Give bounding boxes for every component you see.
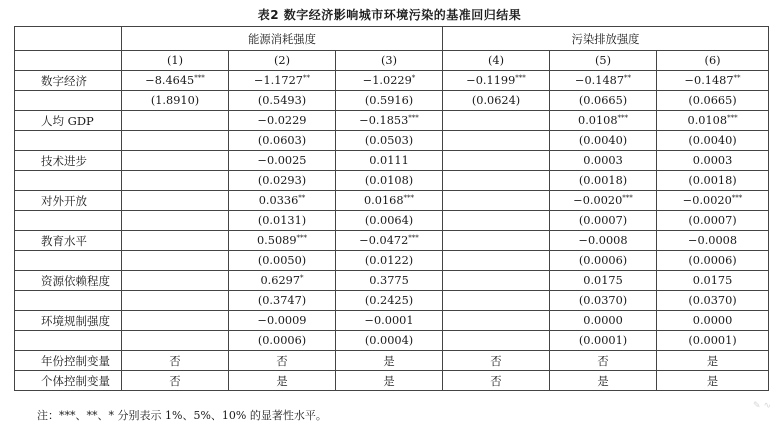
cell-value: (0.0293) bbox=[257, 174, 307, 187]
table-cell bbox=[443, 91, 550, 111]
row-label bbox=[15, 331, 122, 351]
table-cell bbox=[443, 71, 550, 91]
cell-value: (0.3747) bbox=[257, 294, 307, 307]
table-cell bbox=[229, 171, 336, 191]
table-cell bbox=[229, 71, 336, 91]
table-cell bbox=[657, 231, 769, 251]
table-cell bbox=[229, 91, 336, 111]
cell-value: 0.0111 bbox=[369, 154, 409, 167]
significance-stars: * bbox=[300, 274, 304, 282]
table-cell bbox=[336, 191, 443, 211]
table-cell bbox=[336, 331, 443, 351]
table-cell bbox=[657, 351, 769, 371]
cell-value: −0.0001 bbox=[364, 314, 414, 327]
significance-stars: *** bbox=[731, 194, 743, 202]
table-cell bbox=[550, 251, 657, 271]
significance-stars: *** bbox=[408, 114, 419, 122]
table-cell bbox=[336, 111, 443, 131]
cell-value: (0.5493) bbox=[257, 94, 307, 107]
table-cell bbox=[229, 231, 336, 251]
table-cell bbox=[657, 251, 769, 271]
significance-stars: *** bbox=[727, 114, 738, 122]
cell-value: (0.0004) bbox=[364, 334, 414, 347]
table-row bbox=[15, 131, 769, 151]
table-row bbox=[15, 371, 769, 391]
table-cell bbox=[336, 351, 443, 371]
table-cell bbox=[122, 111, 229, 131]
cell-value: (0.0001) bbox=[688, 334, 737, 347]
header-corner bbox=[15, 27, 122, 51]
table-cell bbox=[443, 331, 550, 351]
table-row bbox=[15, 171, 769, 191]
table-cell bbox=[336, 171, 443, 191]
table-cell bbox=[550, 191, 657, 211]
cell-value: −0.0020 bbox=[573, 194, 623, 207]
table-row bbox=[15, 231, 769, 251]
cell-value: (0.0018) bbox=[578, 174, 628, 187]
cell-value: 否 bbox=[169, 354, 181, 368]
table-row bbox=[15, 71, 769, 91]
table-cell bbox=[443, 271, 550, 291]
row-label bbox=[15, 171, 122, 191]
table-cell bbox=[122, 291, 229, 311]
table-cell bbox=[657, 151, 769, 171]
cell-value: 否 bbox=[597, 354, 609, 368]
table-cell bbox=[550, 71, 657, 91]
significance-stars: *** bbox=[296, 234, 308, 242]
table-body bbox=[15, 71, 769, 391]
table-cell bbox=[122, 231, 229, 251]
table-cell bbox=[336, 291, 443, 311]
table-row bbox=[15, 351, 769, 371]
cell-value: 0.0000 bbox=[583, 314, 623, 327]
table-cell bbox=[122, 371, 229, 391]
row-label: 人均 GDP bbox=[15, 111, 122, 131]
table-cell bbox=[122, 211, 229, 231]
table-cell bbox=[122, 71, 229, 91]
cell-value: −0.1487 bbox=[575, 74, 625, 87]
table-cell bbox=[657, 331, 769, 351]
significance-stars: ** bbox=[624, 74, 632, 82]
header-corner bbox=[15, 51, 122, 71]
cell-value: −1.0229 bbox=[362, 74, 412, 87]
cell-value: −0.1487 bbox=[684, 74, 734, 87]
cell-value: (0.0007) bbox=[578, 214, 628, 227]
cell-value: −0.0008 bbox=[578, 234, 628, 247]
table-cell bbox=[122, 351, 229, 371]
row-label: 数字经济 bbox=[15, 71, 122, 91]
row-label: 对外开放 bbox=[15, 191, 122, 211]
cell-value: 0.0175 bbox=[692, 274, 733, 287]
cell-value: (0.0064) bbox=[364, 214, 414, 227]
row-label: 教育水平 bbox=[15, 231, 122, 251]
column-number: (2) bbox=[229, 51, 336, 71]
cell-value: 0.0003 bbox=[583, 154, 623, 167]
cell-value: (0.2425) bbox=[364, 294, 414, 307]
table-cell bbox=[229, 291, 336, 311]
row-label: 个体控制变量 bbox=[15, 371, 122, 391]
table-cell bbox=[550, 371, 657, 391]
table-row bbox=[15, 151, 769, 171]
table-cell bbox=[336, 371, 443, 391]
table-cell bbox=[443, 371, 550, 391]
table-cell bbox=[122, 311, 229, 331]
column-number: (3) bbox=[336, 51, 443, 71]
cell-value: (0.0603) bbox=[257, 134, 307, 147]
table-cell bbox=[443, 111, 550, 131]
cell-value: (0.0040) bbox=[688, 134, 737, 147]
table-row bbox=[15, 211, 769, 231]
cell-value: (0.0007) bbox=[688, 214, 737, 227]
table-cell bbox=[336, 71, 443, 91]
cell-value: 0.0003 bbox=[692, 154, 733, 167]
table-cell bbox=[229, 191, 336, 211]
table-cell bbox=[443, 211, 550, 231]
row-label: 环境规制强度 bbox=[15, 311, 122, 331]
table-row bbox=[15, 191, 769, 211]
significance-stars: *** bbox=[408, 234, 419, 242]
table-cell bbox=[657, 91, 769, 111]
cell-value: 0.0175 bbox=[583, 274, 623, 287]
significance-stars: *** bbox=[403, 194, 415, 202]
cell-value: 0.6297 bbox=[260, 274, 301, 287]
table-row bbox=[15, 111, 769, 131]
table-cell bbox=[336, 231, 443, 251]
table-cell bbox=[229, 331, 336, 351]
column-number: (4) bbox=[443, 51, 550, 71]
table-cell bbox=[657, 111, 769, 131]
cell-value: 0.0108 bbox=[687, 114, 728, 127]
table-cell bbox=[657, 371, 769, 391]
table-cell bbox=[336, 131, 443, 151]
table-cell bbox=[443, 251, 550, 271]
table-cell bbox=[336, 211, 443, 231]
table-row bbox=[15, 311, 769, 331]
cell-value: (0.0503) bbox=[364, 134, 414, 147]
table-cell bbox=[122, 251, 229, 271]
table-cell bbox=[550, 231, 657, 251]
cell-value: (0.5916) bbox=[364, 94, 414, 107]
table-cell bbox=[550, 111, 657, 131]
row-label: 年份控制变量 bbox=[15, 351, 122, 371]
cell-value: 0.0168 bbox=[364, 194, 404, 207]
table-cell bbox=[336, 311, 443, 331]
cell-value: (0.0131) bbox=[257, 214, 307, 227]
table-row bbox=[15, 271, 769, 291]
table-cell bbox=[122, 171, 229, 191]
cell-value: 否 bbox=[169, 374, 181, 388]
cell-value: 0.0108 bbox=[578, 114, 618, 127]
table-title: 表2 数字经济影响城市环境污染的基准回归结果 bbox=[257, 8, 522, 22]
cell-value: 是 bbox=[383, 354, 395, 368]
table-cell bbox=[229, 371, 336, 391]
table-cell bbox=[229, 351, 336, 371]
cell-value: 0.3775 bbox=[369, 274, 409, 287]
table-cell bbox=[443, 311, 550, 331]
row-label bbox=[15, 291, 122, 311]
table-cell bbox=[122, 91, 229, 111]
row-label bbox=[15, 251, 122, 271]
table-cell bbox=[443, 191, 550, 211]
table-note: 注：***、**、* 分别表示 1%、5%、10% 的显著性水平。 bbox=[37, 409, 327, 422]
table-cell bbox=[336, 91, 443, 111]
significance-stars: *** bbox=[617, 114, 629, 122]
cell-value: 是 bbox=[597, 374, 609, 388]
cell-value: (0.0665) bbox=[688, 94, 737, 107]
cell-value: (0.0006) bbox=[257, 334, 307, 347]
cell-value: −0.1853 bbox=[359, 114, 409, 127]
cell-value: (0.0050) bbox=[257, 254, 307, 267]
table-cell bbox=[122, 191, 229, 211]
cell-value: −0.0009 bbox=[257, 314, 307, 327]
header-column-row bbox=[15, 51, 769, 71]
cell-value: −0.0472 bbox=[359, 234, 409, 247]
significance-stars: * bbox=[411, 74, 416, 82]
cell-value: (0.0624) bbox=[471, 94, 521, 107]
table-cell bbox=[443, 171, 550, 191]
significance-stars: *** bbox=[622, 194, 633, 202]
cell-value: (1.8910) bbox=[150, 94, 200, 107]
cell-value: (0.0040) bbox=[578, 134, 628, 147]
significance-stars: *** bbox=[194, 74, 205, 82]
cell-value: 是 bbox=[706, 374, 719, 388]
cell-value: −0.0025 bbox=[257, 154, 307, 167]
table-cell bbox=[336, 151, 443, 171]
table-cell bbox=[657, 271, 769, 291]
table-cell bbox=[229, 311, 336, 331]
row-label: 资源依赖程度 bbox=[15, 271, 122, 291]
table-row bbox=[15, 251, 769, 271]
row-label bbox=[15, 211, 122, 231]
table-cell bbox=[122, 151, 229, 171]
group-header-pollution: 污染排放强度 bbox=[443, 27, 769, 51]
cell-value: (0.0006) bbox=[688, 254, 737, 267]
cell-value: 是 bbox=[706, 354, 719, 368]
table-cell bbox=[229, 111, 336, 131]
table-cell bbox=[122, 331, 229, 351]
significance-stars: ** bbox=[303, 74, 310, 82]
table-cell bbox=[229, 271, 336, 291]
table-cell bbox=[229, 251, 336, 271]
table-cell bbox=[550, 91, 657, 111]
table-cell bbox=[550, 271, 657, 291]
table-cell bbox=[229, 131, 336, 151]
row-label: 技术进步 bbox=[15, 151, 122, 171]
table-cell bbox=[657, 211, 769, 231]
cell-value: 否 bbox=[276, 354, 288, 368]
cell-value: 是 bbox=[383, 374, 395, 388]
cell-value: 0.0000 bbox=[692, 314, 733, 327]
table-cell bbox=[550, 131, 657, 151]
significance-stars: ** bbox=[298, 194, 306, 202]
cell-value: −0.0008 bbox=[688, 234, 738, 247]
table-cell bbox=[657, 131, 769, 151]
cell-value: −0.0020 bbox=[682, 194, 732, 207]
cell-value: (0.0665) bbox=[578, 94, 628, 107]
table-row bbox=[15, 331, 769, 351]
table-cell bbox=[122, 271, 229, 291]
cell-value: (0.0018) bbox=[688, 174, 737, 187]
cell-value: −0.0229 bbox=[257, 114, 307, 127]
table-cell bbox=[550, 311, 657, 331]
table-cell bbox=[550, 211, 657, 231]
table-cell bbox=[657, 171, 769, 191]
column-number: (5) bbox=[550, 51, 657, 71]
table-row bbox=[15, 91, 769, 111]
cell-value: −1.1727 bbox=[254, 74, 303, 87]
regression-table bbox=[14, 26, 769, 391]
cell-value: (0.0370) bbox=[578, 294, 628, 307]
table-cell bbox=[550, 171, 657, 191]
cell-value: (0.0001) bbox=[578, 334, 628, 347]
table-cell bbox=[657, 291, 769, 311]
table-cell bbox=[550, 351, 657, 371]
cell-value: −0.1199 bbox=[466, 74, 516, 87]
table-cell bbox=[550, 291, 657, 311]
table-cell bbox=[122, 131, 229, 151]
column-number: (6) bbox=[657, 51, 769, 71]
cell-value: (0.0370) bbox=[688, 294, 737, 307]
cell-value: 是 bbox=[276, 374, 288, 388]
cell-value: −8.4645 bbox=[145, 74, 195, 87]
row-label bbox=[15, 131, 122, 151]
table-cell bbox=[443, 151, 550, 171]
cell-value: (0.0108) bbox=[364, 174, 414, 187]
cell-value: 0.5089 bbox=[256, 234, 297, 247]
row-label bbox=[15, 91, 122, 111]
table-cell bbox=[229, 211, 336, 231]
column-number: (1) bbox=[122, 51, 229, 71]
cell-value: (0.0006) bbox=[578, 254, 628, 267]
group-header-energy: 能源消耗强度 bbox=[122, 27, 443, 51]
watermark: ✎ ∿ bbox=[753, 401, 771, 411]
table-cell bbox=[657, 71, 769, 91]
cell-value: (0.0122) bbox=[364, 254, 414, 267]
cell-value: 否 bbox=[490, 374, 502, 388]
table-cell bbox=[443, 351, 550, 371]
table-cell bbox=[336, 271, 443, 291]
table-cell bbox=[443, 131, 550, 151]
table-cell bbox=[443, 291, 550, 311]
cell-value: 0.0336 bbox=[258, 194, 299, 207]
table-row bbox=[15, 291, 769, 311]
table-cell bbox=[550, 331, 657, 351]
significance-stars: *** bbox=[515, 74, 526, 82]
significance-stars: ** bbox=[733, 74, 741, 82]
table-cell bbox=[229, 151, 336, 171]
table-cell bbox=[443, 231, 550, 251]
table-cell bbox=[657, 191, 769, 211]
table-cell bbox=[657, 311, 769, 331]
table-cell bbox=[550, 151, 657, 171]
header-group-row bbox=[15, 27, 769, 51]
cell-value: 否 bbox=[490, 354, 502, 368]
table-cell bbox=[336, 251, 443, 271]
